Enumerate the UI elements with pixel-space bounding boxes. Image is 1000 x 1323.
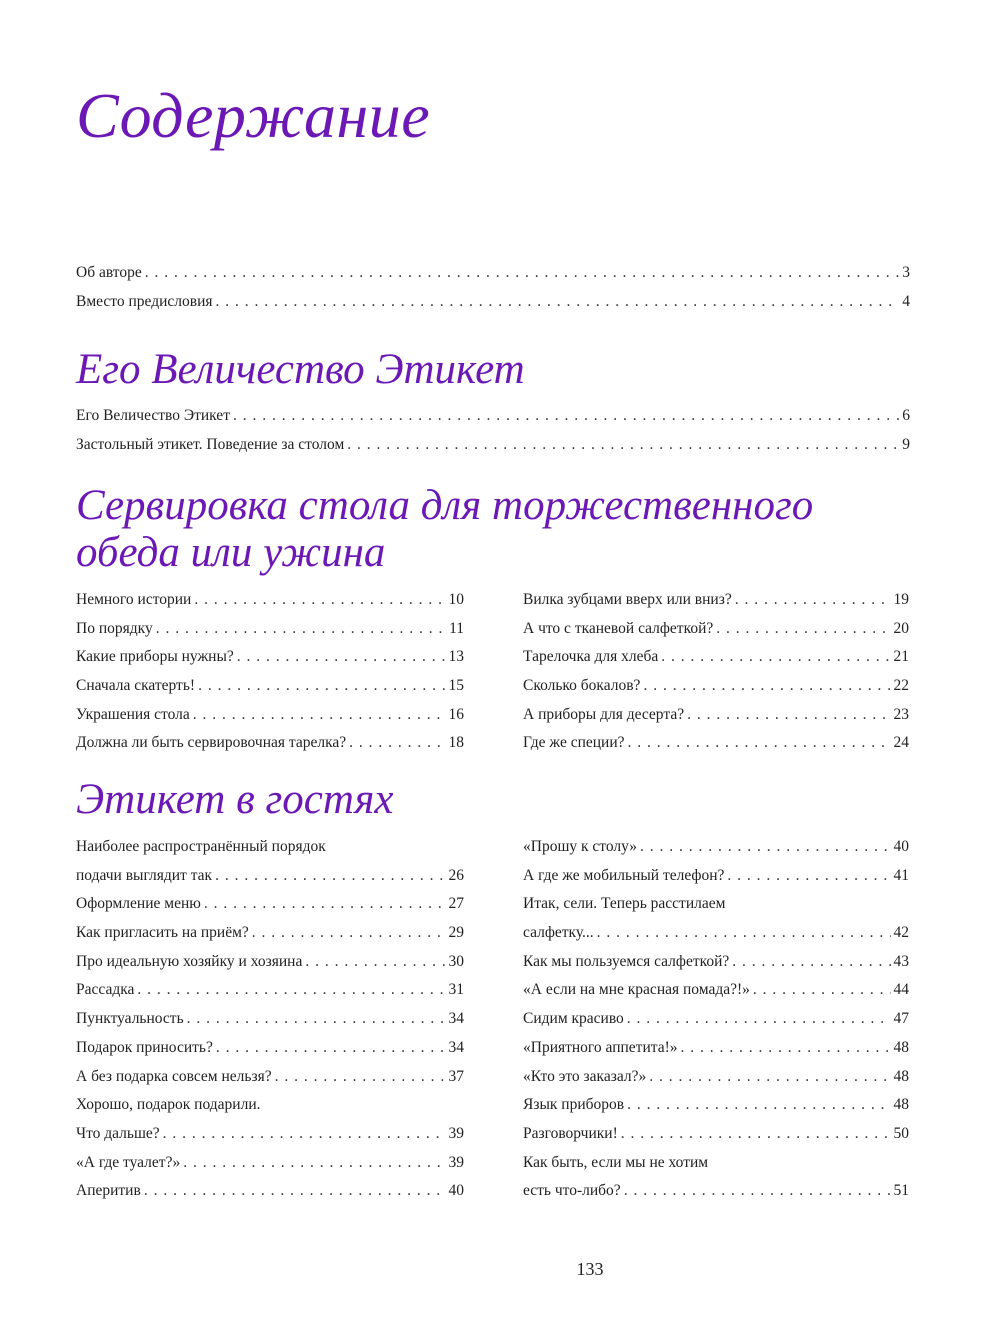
dot-leader	[716, 615, 890, 644]
dot-leader	[275, 1063, 446, 1092]
toc-entry-line	[523, 1005, 909, 1034]
toc-entry-line	[523, 890, 909, 919]
dot-leader	[163, 1120, 446, 1149]
toc-entry-page: 9	[902, 435, 910, 453]
toc-entry-line	[523, 833, 909, 862]
toc-entry-line	[523, 586, 909, 615]
toc-entry[interactable]	[523, 1005, 909, 1034]
toc-entry-title: Об авторе	[76, 264, 142, 281]
toc-entry-page: 20	[893, 619, 909, 637]
toc-entry[interactable]	[76, 259, 910, 288]
toc-entry-line	[76, 1005, 464, 1034]
toc-entry-title: «Приятного аппетита!»	[523, 1038, 678, 1056]
toc-entry-line	[76, 701, 464, 730]
toc-entry-title: «Прошу к столу»	[523, 838, 638, 855]
toc-entry-title: Как пригласить на приём?	[76, 924, 249, 942]
toc-entry-page: 39	[448, 1153, 464, 1171]
dot-leader	[735, 586, 891, 615]
toc-entry-title: Какие приборы нужны?	[76, 648, 234, 666]
toc-entry-line	[523, 919, 909, 948]
toc-entry-page: 41	[893, 866, 909, 884]
toc-entry-title: Про идеальную хозяйку и хозяина	[76, 952, 303, 970]
section-title	[76, 346, 525, 393]
dot-leader	[233, 402, 899, 431]
toc-entry[interactable]	[76, 643, 464, 672]
toc-column-left	[76, 402, 910, 459]
toc-entry-page: 4	[902, 292, 910, 310]
toc-entry-line	[76, 288, 910, 317]
toc-entry-page: 34	[448, 1038, 464, 1056]
dot-leader	[137, 976, 445, 1005]
page-number: 133	[576, 1259, 604, 1279]
toc-entry-title: А что с тканевой салфеткой?	[523, 619, 714, 637]
toc-entry-page: 15	[448, 677, 464, 695]
dot-leader	[661, 643, 890, 672]
toc-entry-title: салфетку...	[523, 924, 594, 942]
toc-column-left	[76, 833, 464, 1206]
toc-entry-line	[523, 1063, 909, 1092]
toc-column-right	[523, 586, 909, 758]
toc-entry[interactable]	[76, 615, 464, 644]
toc-entry-line	[76, 431, 910, 460]
toc-entry-title: Пунктуальность	[76, 1010, 184, 1028]
toc-entry-page: 42	[893, 924, 909, 942]
toc-entry[interactable]	[76, 976, 464, 1005]
toc-entry-title: «А где туалет?»	[76, 1153, 181, 1171]
toc-entry[interactable]	[76, 948, 464, 977]
toc-entry-page: 18	[448, 734, 464, 752]
toc-entry[interactable]	[523, 701, 909, 730]
toc-entry-line	[76, 1149, 464, 1178]
toc-entry[interactable]	[76, 701, 464, 730]
toc-entry-title: есть что-либо?	[523, 1182, 621, 1200]
toc-entry-page: 51	[893, 1182, 909, 1200]
toc-entry-title: подачи выглядит так	[76, 866, 213, 884]
toc-entry-line	[76, 833, 464, 862]
toc-entry[interactable]	[523, 586, 909, 615]
toc-entry-page: 39	[448, 1124, 464, 1142]
toc-entry-title: А где же мобильный телефон?	[523, 866, 725, 884]
toc-entry-title: По порядку	[76, 619, 153, 637]
toc-entry-page: 10	[448, 591, 464, 608]
toc-entry-line	[76, 919, 464, 948]
toc-entry-page: 47	[893, 1010, 909, 1028]
dot-leader	[732, 948, 890, 977]
dot-leader	[627, 1091, 890, 1120]
toc-entry-line	[76, 672, 464, 701]
toc-entry-line	[523, 615, 909, 644]
dot-leader	[204, 890, 446, 919]
toc-entry-line	[76, 1063, 464, 1092]
toc-entry-title: Где же специи?	[523, 734, 625, 752]
dot-leader	[624, 1177, 891, 1206]
toc-entry-page: 48	[893, 1096, 909, 1114]
dot-leader	[621, 1120, 891, 1149]
dot-leader	[183, 1149, 445, 1178]
toc-entry[interactable]	[76, 1063, 464, 1092]
toc-entry-title: Застольный этикет. Поведение за столом	[76, 435, 345, 453]
toc-entry-title: «А если на мне красная помада?!»	[523, 981, 750, 999]
toc-entry[interactable]	[76, 1091, 464, 1148]
toc-entry-title: Как быть, если мы не хотим	[523, 1153, 709, 1171]
toc-entry[interactable]	[523, 1120, 909, 1149]
toc-entry-page: 11	[449, 619, 464, 637]
dot-leader	[144, 1177, 446, 1206]
toc-entry-page: 6	[902, 407, 910, 424]
toc-entry[interactable]	[76, 919, 464, 948]
dot-leader	[193, 701, 446, 730]
toc-entry-page: 13	[448, 648, 464, 666]
toc-entry-line	[76, 1177, 464, 1206]
toc-entry[interactable]	[523, 729, 909, 758]
toc-entry-line	[76, 862, 464, 891]
toc-entry-line	[76, 976, 464, 1005]
toc-entry-line	[523, 1034, 909, 1063]
dot-leader	[305, 948, 445, 977]
toc-entry-page: 22	[893, 677, 909, 695]
toc-entry-line	[76, 890, 464, 919]
toc-entry-line	[76, 586, 464, 615]
toc-entry-line	[523, 672, 909, 701]
section-title	[76, 776, 394, 823]
toc-entry-page: 37	[448, 1067, 464, 1085]
toc-entry-title: А приборы для десерта?	[523, 705, 685, 723]
section-title-line: обеда или ужина	[76, 529, 386, 576]
toc-entry-page: 40	[893, 838, 909, 855]
dot-leader	[156, 615, 446, 644]
toc-entry-title: «Кто это заказал?»	[523, 1067, 647, 1085]
toc-entry[interactable]	[523, 672, 909, 701]
toc-entry[interactable]	[523, 890, 909, 947]
toc-entry[interactable]	[523, 1063, 909, 1092]
toc-entry-line	[523, 729, 909, 758]
toc-entry-page: 43	[893, 952, 909, 970]
toc-entry-title: Итак, сели. Теперь расстилаем	[523, 895, 726, 913]
dot-leader	[237, 643, 446, 672]
dot-leader	[753, 976, 891, 1005]
toc-entry[interactable]	[76, 729, 464, 758]
toc-entry-line	[523, 1177, 909, 1206]
toc-entry-line	[523, 643, 909, 672]
toc-entry-title: Как мы пользуемся салфеткой?	[523, 952, 730, 970]
toc-entry-page: 48	[893, 1038, 909, 1056]
dot-leader	[681, 1034, 891, 1063]
dot-leader	[187, 1005, 446, 1034]
toc-entry-line	[523, 1149, 909, 1178]
dot-leader	[198, 672, 445, 701]
toc-entry-title: Рассадка	[76, 981, 135, 999]
toc-entry-page: 40	[448, 1182, 464, 1200]
toc-entry[interactable]	[76, 1034, 464, 1063]
toc-entry[interactable]	[523, 643, 909, 672]
toc-entry-title: А без подарка совсем нельзя?	[76, 1067, 272, 1085]
toc-intro	[76, 259, 910, 316]
toc-entry-title: Немного истории	[76, 591, 192, 608]
toc-entry-title: Вместо предисловия	[76, 292, 213, 310]
toc-entry-line	[523, 948, 909, 977]
toc-entry-title: Разговорчики!	[523, 1124, 618, 1142]
toc-column-left	[76, 586, 464, 758]
toc-entry-line	[76, 1034, 464, 1063]
toc-entry-page: 21	[893, 648, 909, 666]
toc-entry-title: Сколько бокалов?	[523, 677, 641, 695]
toc-entry-page: 27	[448, 895, 464, 913]
dot-leader	[727, 862, 890, 891]
toc-entry[interactable]	[523, 862, 909, 891]
toc-entry[interactable]	[76, 1177, 464, 1206]
toc-entry-title: Что дальше?	[76, 1124, 160, 1142]
toc-entry-line	[523, 1091, 909, 1120]
toc-entry-title: Хорошо, подарок подарили.	[76, 1096, 261, 1114]
toc-entry[interactable]	[76, 890, 464, 919]
toc-entry[interactable]	[76, 586, 464, 615]
dot-leader	[145, 259, 900, 288]
dot-leader	[347, 431, 899, 460]
toc-entry[interactable]	[76, 288, 910, 317]
toc-entry[interactable]	[76, 1149, 464, 1178]
toc-entry-title: Тарелочка для хлеба	[523, 648, 659, 666]
toc-entry-page: 24	[893, 734, 909, 752]
toc-entry[interactable]	[76, 431, 910, 460]
toc-entry-line	[523, 862, 909, 891]
toc-entry-line	[523, 1120, 909, 1149]
toc-entry[interactable]	[76, 672, 464, 701]
toc-entry-page: 31	[448, 981, 464, 999]
toc-entry-page: 29	[448, 924, 464, 942]
toc-entry-title: Наиболее распространённый порядок	[76, 838, 326, 855]
section-title-line: Его Величество Этикет	[76, 346, 525, 393]
toc-entry-line	[76, 643, 464, 672]
toc-entry-page: 34	[448, 1010, 464, 1028]
toc-entry-title: Язык приборов	[523, 1096, 625, 1114]
toc-entry-page: 23	[893, 705, 909, 723]
toc-entry-line	[76, 948, 464, 977]
toc-entry-title: Украшения стола	[76, 705, 190, 723]
toc-entry-title: Аперитив	[76, 1182, 141, 1200]
toc-entry-line	[76, 402, 910, 431]
dot-leader	[216, 1034, 446, 1063]
dot-leader	[597, 919, 891, 948]
toc-entry-line	[523, 976, 909, 1005]
dot-leader	[643, 672, 890, 701]
section-title-line: Сервировка стола для торжественного	[76, 482, 814, 529]
toc-entry-title: Должна ли быть сервировочная тарелка?	[76, 734, 347, 752]
dot-leader	[216, 288, 900, 317]
dot-leader	[628, 729, 891, 758]
toc-entry-line	[76, 615, 464, 644]
toc-entry[interactable]	[523, 1149, 909, 1206]
dot-leader	[252, 919, 446, 948]
toc-entry-title: Вилка зубцами вверх или вниз?	[523, 591, 732, 608]
dot-leader	[640, 833, 890, 862]
dot-leader	[649, 1063, 890, 1092]
toc-entry-page: 48	[893, 1067, 909, 1085]
toc-entry[interactable]	[523, 833, 909, 862]
toc-entry-line	[76, 1120, 464, 1149]
toc-entry-line	[76, 729, 464, 758]
toc-entry[interactable]	[76, 402, 910, 431]
toc-entry[interactable]	[523, 1091, 909, 1120]
toc-entry-page: 44	[893, 981, 909, 999]
dot-leader	[687, 701, 890, 730]
toc-entry[interactable]	[523, 615, 909, 644]
toc-entry-title: Подарок приносить?	[76, 1038, 213, 1056]
toc-entry-page: 26	[448, 866, 464, 884]
toc-entry-page: 19	[893, 591, 909, 608]
dot-leader	[215, 862, 445, 891]
toc-entry-line	[76, 1091, 464, 1120]
toc-entry-page: 30	[448, 952, 464, 970]
toc-entry[interactable]	[76, 1005, 464, 1034]
toc-entry-line	[523, 701, 909, 730]
toc-entry-title: Оформление меню	[76, 895, 201, 913]
dot-leader	[194, 586, 445, 615]
toc-entry[interactable]	[523, 1034, 909, 1063]
toc-column-right	[523, 833, 909, 1206]
toc-entry-page: 50	[893, 1124, 909, 1142]
page-title: Содержание	[76, 80, 431, 151]
toc-entry-page: 3	[902, 264, 910, 281]
toc-entry[interactable]	[523, 948, 909, 977]
dot-leader	[627, 1005, 891, 1034]
toc-entry-title: Его Величество Этикет	[76, 407, 230, 424]
dot-leader	[349, 729, 445, 758]
toc-entry-title: Сидим красиво	[523, 1010, 624, 1028]
section-title	[76, 482, 813, 576]
toc-entry-page: 16	[448, 705, 464, 723]
toc-entry[interactable]	[523, 976, 909, 1005]
section-title-line: Этикет в гостях	[76, 776, 394, 823]
toc-entry-line	[76, 259, 910, 288]
toc-entry[interactable]	[76, 833, 464, 890]
toc-entry-title: Сначала скатерть!	[76, 677, 196, 695]
